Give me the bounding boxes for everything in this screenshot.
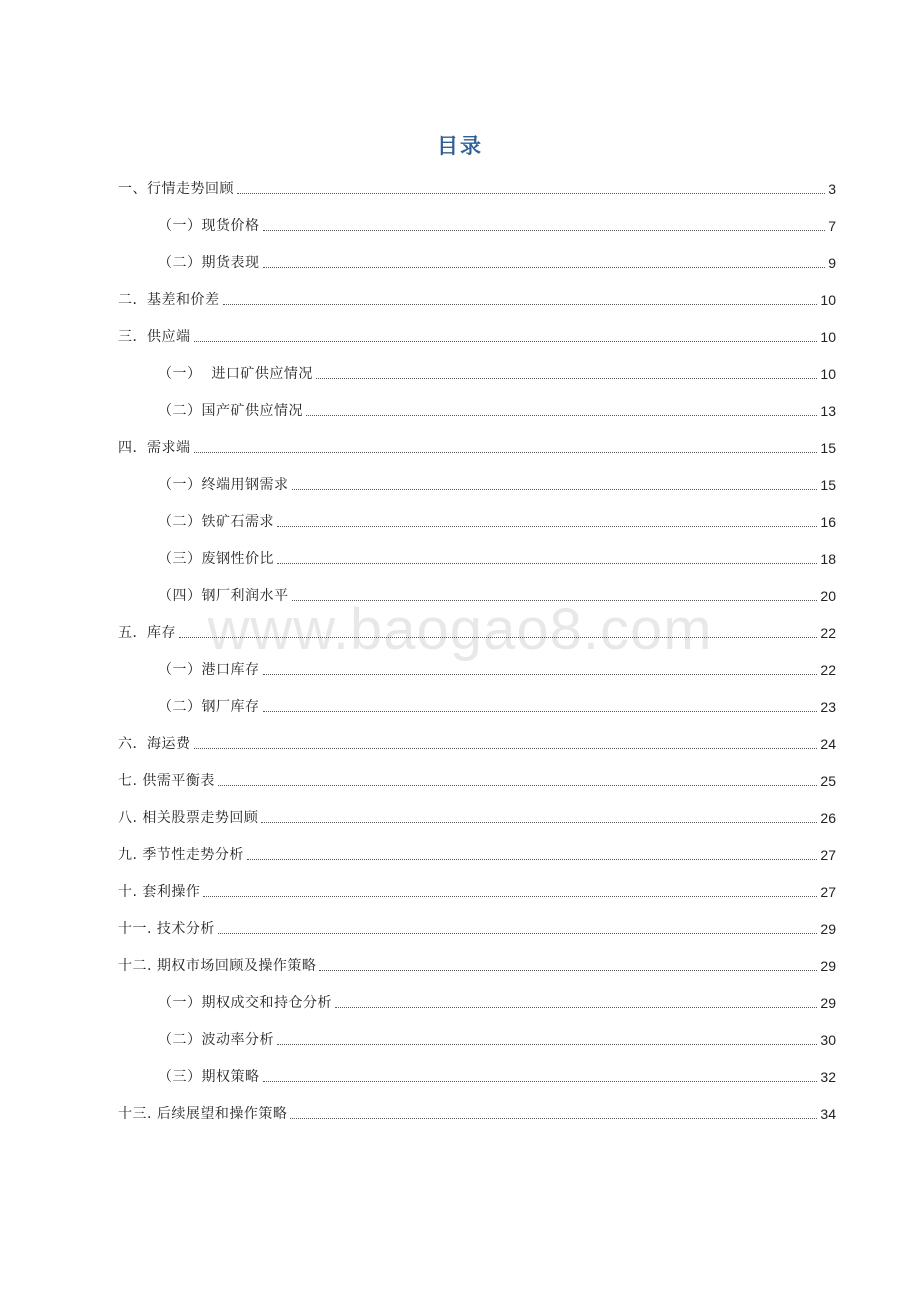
toc-entry-label: （二）钢厂库存 [158,699,260,715]
dot-leader [306,414,817,416]
toc-entry-label: 七. 供需平衡表 [118,773,215,789]
dot-leader [292,488,818,490]
toc-entry-label: （二）期货表现 [158,255,260,271]
toc-entry[interactable] [118,174,836,198]
dot-leader [194,747,818,749]
dot-leader [263,1080,818,1082]
toc-entry[interactable] [158,692,836,716]
toc-entry[interactable] [158,1025,836,1049]
toc-entry-label: 六．海运费 [118,736,191,752]
toc-entry[interactable] [158,507,836,531]
dot-leader [277,525,817,527]
toc-entry-page-number: 29 [820,995,836,1011]
toc-entry-page-number: 3 [828,181,836,197]
toc-entry-label: 十一. 技术分析 [118,921,215,937]
toc-entry-page-number: 30 [820,1032,836,1048]
toc-entry-page-number: 20 [820,588,836,604]
toc-entry-page-number: 22 [820,625,836,641]
toc-entry[interactable] [158,1062,836,1086]
toc-entry-page-number: 22 [820,662,836,678]
toc-entry-page-number: 29 [820,958,836,974]
dot-leader [261,821,817,823]
toc-entry[interactable] [118,840,836,864]
toc-entry-page-number: 27 [820,884,836,900]
toc-entry-page-number: 7 [828,218,836,234]
toc-entry-page-number: 10 [820,292,836,308]
toc-entry-label: 十三. 后续展望和操作策略 [118,1106,288,1122]
dot-leader [316,377,818,379]
toc-entry-label: （二）国产矿供应情况 [158,403,303,419]
dot-leader [218,932,818,934]
toc-entry-page-number: 29 [820,921,836,937]
toc-entry-page-number: 15 [820,477,836,493]
toc-entry-label: 四．需求端 [118,440,191,456]
watermark: www.baogao8.com [207,597,713,662]
toc-entry-label: （三）期权策略 [158,1069,260,1085]
toc-entry-label: 八. 相关股票走势回顾 [118,810,259,826]
toc-entry[interactable] [158,544,836,568]
dot-leader [335,1006,817,1008]
toc-entry[interactable] [118,322,836,346]
toc-entry[interactable] [118,766,836,790]
dot-leader [277,1043,817,1045]
toc-entry-page-number: 23 [820,699,836,715]
toc-entry-label: （三）废钢性价比 [158,551,274,567]
toc-entry[interactable] [118,433,836,457]
toc-entry[interactable] [118,285,836,309]
dot-leader [263,710,818,712]
toc-entry-page-number: 24 [820,736,836,752]
toc-entry[interactable] [118,803,836,827]
toc-entry[interactable] [158,655,836,679]
toc-entry[interactable] [118,618,836,642]
toc-entry-page-number: 10 [820,329,836,345]
toc-entry-page-number: 32 [820,1069,836,1085]
dot-leader [277,562,817,564]
toc-entry-label: （一）现货价格 [158,218,260,234]
toc-entry-page-number: 26 [820,810,836,826]
dot-leader [203,895,817,897]
dot-leader [194,340,818,342]
toc-entry-label: （一）期权成交和持仓分析 [158,995,332,1011]
toc-entry-label: 三．供应端 [118,329,191,345]
dot-leader [319,969,817,971]
toc-entry-label: （一）港口库存 [158,662,260,678]
toc-entry-label: （二）波动率分析 [158,1032,274,1048]
toc-entry[interactable] [158,248,836,272]
dot-leader [263,229,826,231]
toc-entry-label: （四）钢厂利润水平 [158,588,289,604]
dot-leader [292,599,818,601]
toc-entry[interactable] [118,951,836,975]
toc-entry[interactable] [118,877,836,901]
toc-entry[interactable] [158,581,836,605]
dot-leader [223,303,818,305]
toc-entry-page-number: 16 [820,514,836,530]
toc-entry-label: （一）终端用钢需求 [158,477,289,493]
dot-leader [179,636,817,638]
toc-entry[interactable] [158,396,836,420]
toc-entry[interactable] [158,988,836,1012]
toc-entry-page-number: 27 [820,847,836,863]
dot-leader [247,858,818,860]
dot-leader [194,451,818,453]
toc-entry-label: 十二. 期权市场回顾及操作策略 [118,958,317,974]
toc-entry[interactable] [118,729,836,753]
dot-leader [218,784,818,786]
toc-entry-label: （一） 进口矿供应情况 [158,366,313,382]
toc-entry[interactable] [118,914,836,938]
toc-entry[interactable] [158,211,836,235]
toc-entry-page-number: 15 [820,440,836,456]
toc-entry-page-number: 25 [820,773,836,789]
dot-leader [263,266,826,268]
dot-leader [290,1117,817,1119]
toc-entry-label: 二．基差和价差 [118,292,220,308]
toc-entry-label: 五．库存 [118,625,176,641]
toc-entry-label: 十. 套利操作 [118,884,201,900]
dot-leader [237,192,825,194]
page-title: 目录 [437,134,483,158]
toc-entry[interactable] [118,1099,836,1123]
toc-entry-page-number: 34 [820,1106,836,1122]
toc-entry-page-number: 13 [820,403,836,419]
toc-entry-label: （二）铁矿石需求 [158,514,274,530]
toc-entry[interactable] [158,359,836,383]
toc-entry-label: 一、行情走势回顾 [118,181,234,197]
toc-entry-page-number: 10 [820,366,836,382]
toc-entry[interactable] [158,470,836,494]
dot-leader [263,673,818,675]
toc-entry-page-number: 18 [820,551,836,567]
toc-entry-label: 九. 季节性走势分析 [118,847,244,863]
toc-entry-page-number: 9 [828,255,836,271]
